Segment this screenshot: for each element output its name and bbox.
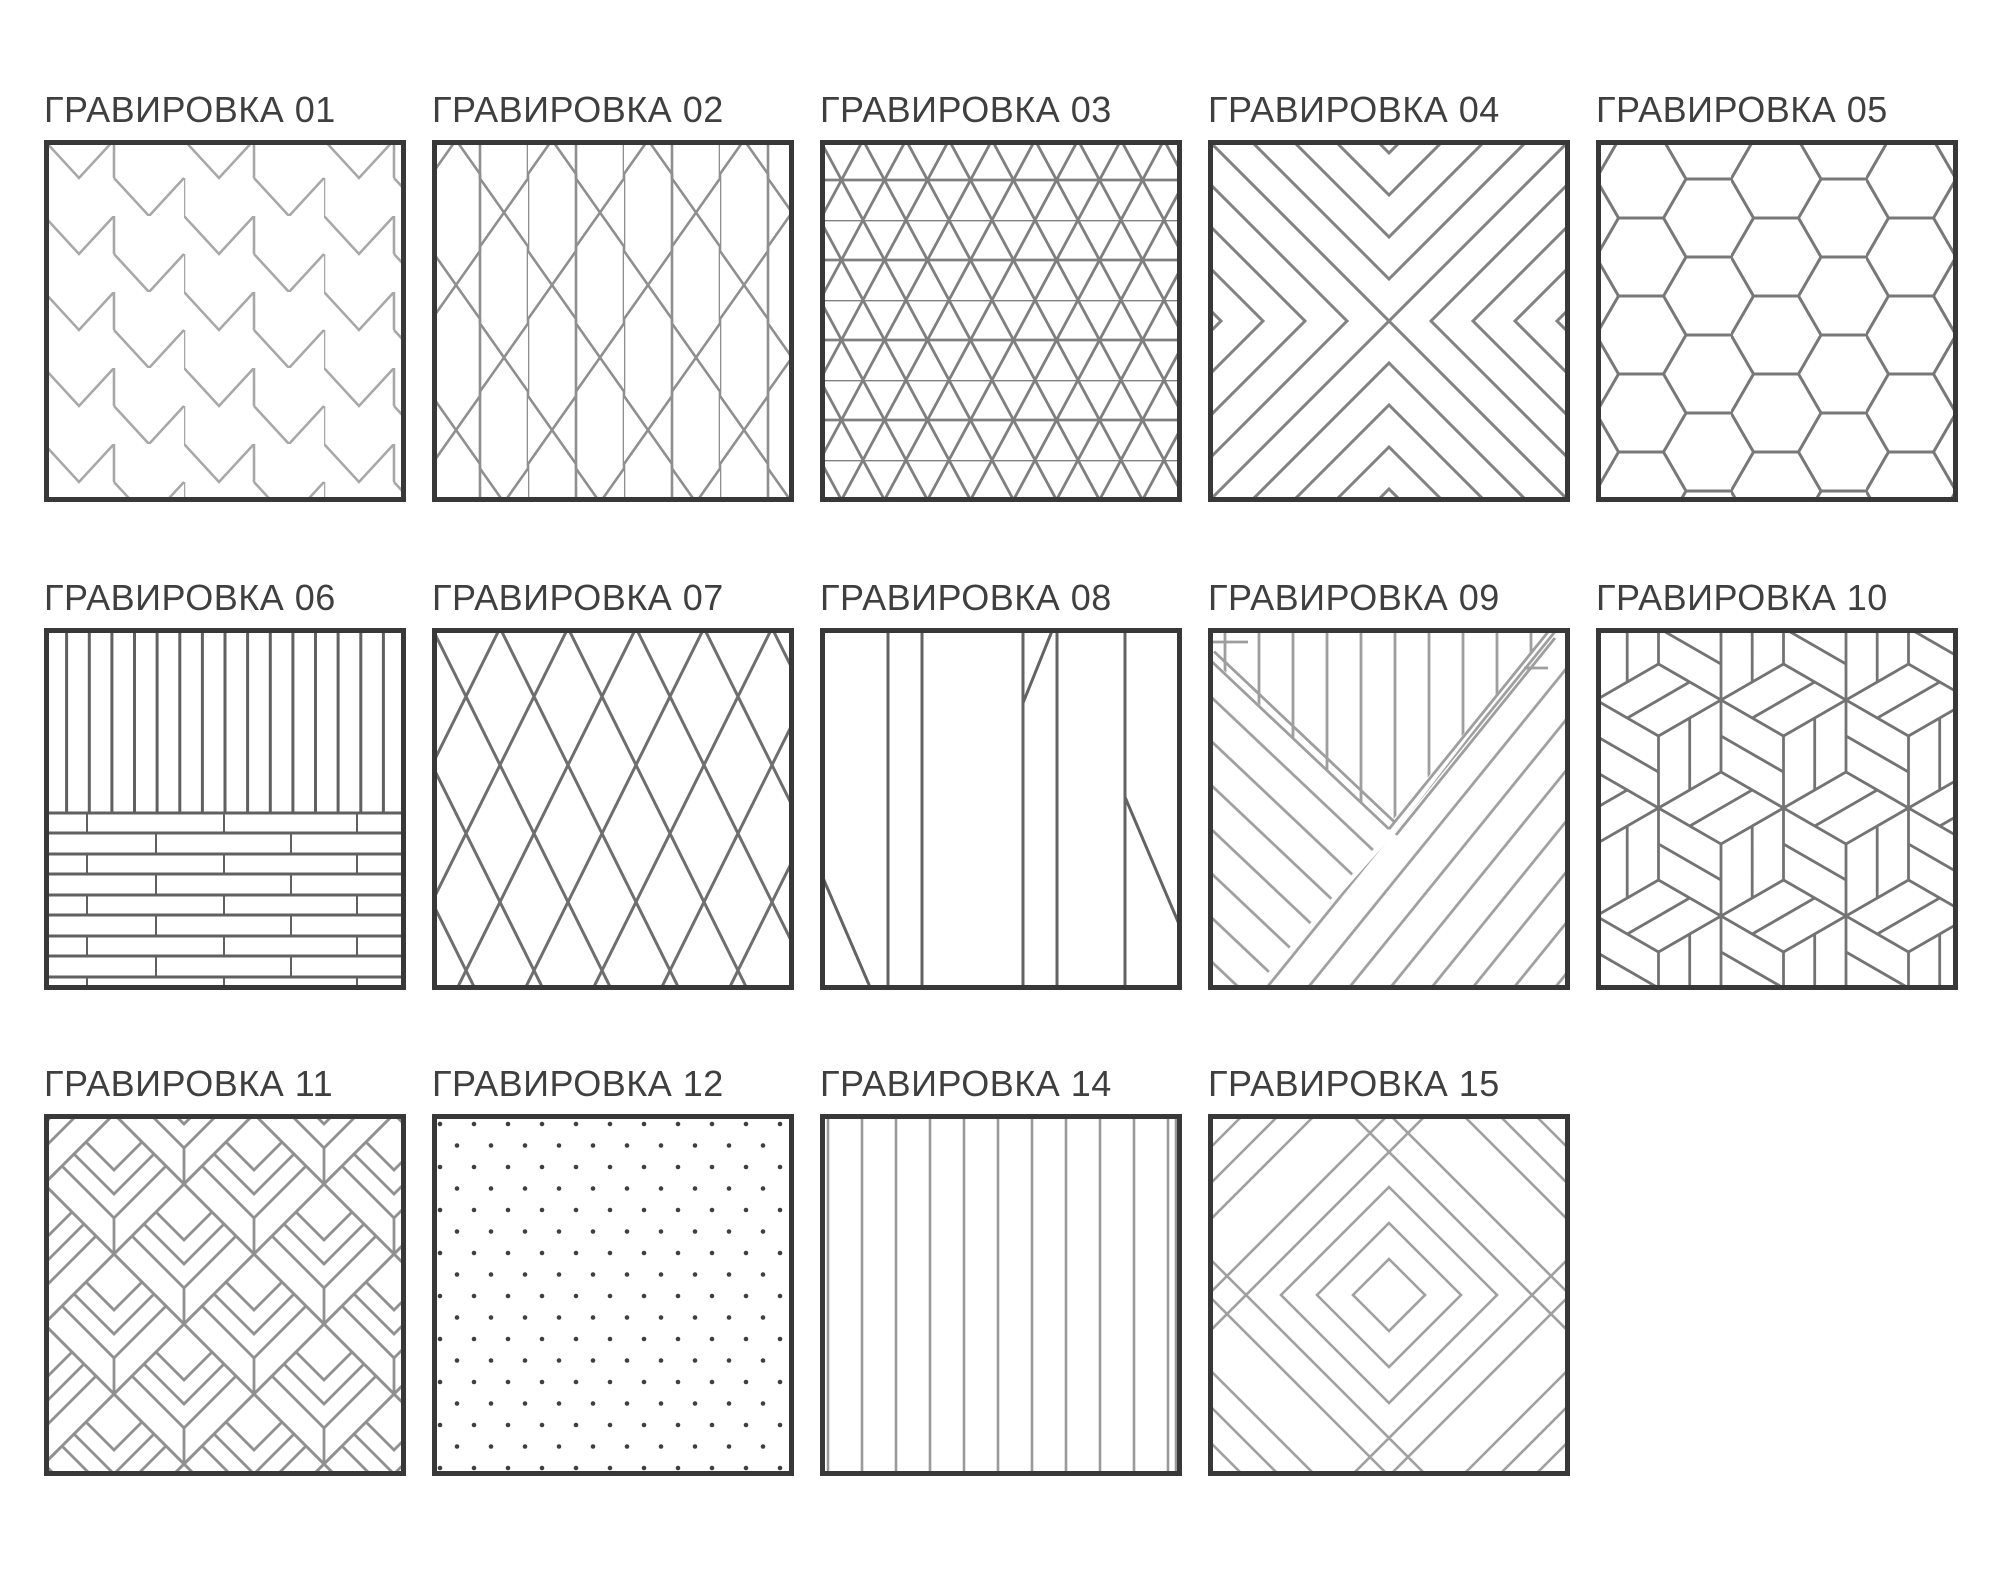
pattern-card-04 xyxy=(1208,89,1570,502)
pattern-preview-04 xyxy=(1208,140,1570,502)
pattern-preview-11 xyxy=(44,1114,406,1476)
pattern-preview-09 xyxy=(1208,628,1570,990)
pattern-card-02 xyxy=(432,89,794,502)
pattern-preview-05 xyxy=(1596,140,1958,502)
pattern-label: ГРАВИРОВКА 11 xyxy=(44,1063,334,1104)
pattern-label: ГРАВИРОВКА 09 xyxy=(1208,577,1500,618)
pattern-card-05 xyxy=(1596,89,1958,502)
pattern-label: ГРАВИРОВКА 15 xyxy=(1208,1063,1500,1104)
pattern-label: ГРАВИРОВКА 01 xyxy=(44,89,336,130)
pattern-card-06 xyxy=(44,577,406,990)
pattern-preview-08 xyxy=(820,628,1182,990)
pattern-preview-03 xyxy=(820,140,1182,502)
pattern-label: ГРАВИРОВКА 07 xyxy=(432,577,724,618)
pattern-card-15 xyxy=(1208,1063,1570,1476)
pattern-card-10 xyxy=(1596,577,1958,990)
pattern-label: ГРАВИРОВКА 02 xyxy=(432,89,724,130)
pattern-label: ГРАВИРОВКА 12 xyxy=(432,1063,724,1104)
pattern-card-01 xyxy=(44,89,406,502)
pattern-label: ГРАВИРОВКА 10 xyxy=(1596,577,1888,618)
pattern-card-11 xyxy=(44,1063,406,1476)
pattern-preview-10 xyxy=(1596,628,1958,990)
pattern-card-07 xyxy=(432,577,794,990)
pattern-preview-01 xyxy=(44,140,406,502)
pattern-preview-02 xyxy=(432,140,794,502)
pattern-label: ГРАВИРОВКА 14 xyxy=(820,1063,1112,1104)
pattern-preview-06 xyxy=(44,628,406,990)
pattern-label: ГРАВИРОВКА 05 xyxy=(1596,89,1888,130)
pattern-card-12 xyxy=(432,1063,794,1476)
pattern-card-03 xyxy=(820,89,1182,502)
pattern-preview-07 xyxy=(432,628,794,990)
pattern-preview-14 xyxy=(820,1114,1182,1476)
pattern-preview-15 xyxy=(1208,1114,1570,1476)
pattern-label: ГРАВИРОВКА 06 xyxy=(44,577,336,618)
pattern-card-09 xyxy=(1208,577,1570,990)
pattern-label: ГРАВИРОВКА 08 xyxy=(820,577,1112,618)
pattern-preview-12 xyxy=(432,1114,794,1476)
pattern-card-08 xyxy=(820,577,1182,990)
pattern-label: ГРАВИРОВКА 03 xyxy=(820,89,1112,130)
pattern-card-14 xyxy=(820,1063,1182,1476)
pattern-label: ГРАВИРОВКА 04 xyxy=(1208,89,1500,130)
